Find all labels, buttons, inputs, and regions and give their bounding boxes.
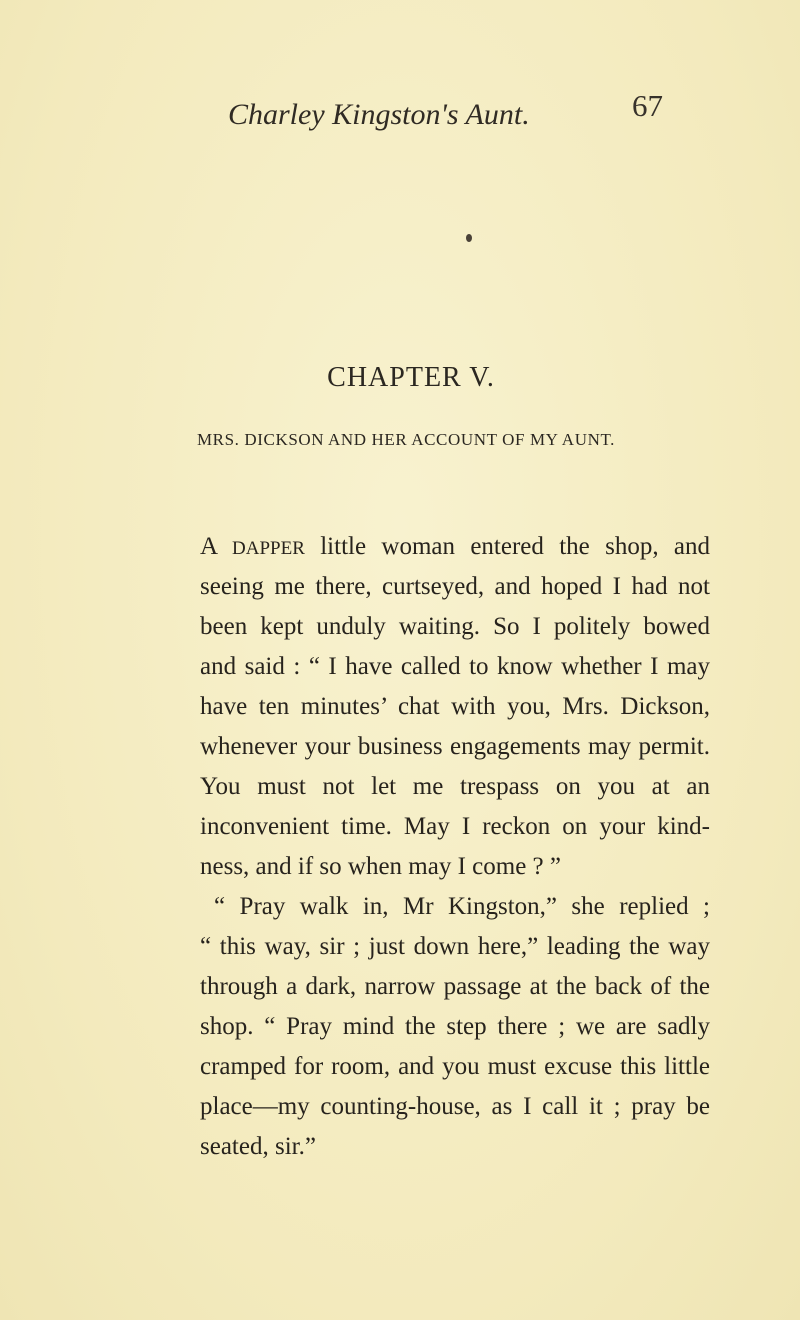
- text-line: ness, and if so when may I come ? ”: [200, 853, 561, 880]
- text-line: and said : “ I have called to know whether I may: [200, 653, 710, 680]
- text-line: seeing me there, curtseyed, and hoped I had not: [200, 573, 710, 600]
- text-line: “ this way, sir ; just down here,” leading the way: [200, 933, 710, 960]
- small-caps-word: DAPPER: [232, 538, 305, 559]
- text-line: “ Pray walk in, Mr Kingston,” she replied ;: [214, 893, 710, 920]
- page-number: 67: [632, 88, 663, 123]
- chapter-subtitle: MRS. DICKSON AND HER ACCOUNT OF MY AUNT.: [196, 430, 616, 449]
- text-line: been kept unduly waiting. So I politely bowed: [200, 613, 710, 640]
- text-line: have ten minutes’ chat with you, Mrs. Dickson,: [200, 693, 710, 720]
- text-line: place—my counting-house, as I call it ; pray be: [200, 1093, 710, 1120]
- ornament-dot: [466, 234, 472, 242]
- text-line: You must not let me trespass on you at an: [200, 773, 710, 800]
- line-text: little woman entered the shop, and: [304, 533, 710, 560]
- chapter-heading: CHAPTER V.: [327, 362, 495, 393]
- text-line: inconvenient time. May I reckon on your kind-: [200, 813, 710, 840]
- text-line: [200, 527, 710, 567]
- running-title: Charley Kingston's Aunt.: [228, 98, 530, 131]
- running-head: [0, 88, 800, 138]
- text-line: shop. “ Pray mind the step there ; we are sadly: [200, 1013, 710, 1040]
- text-line: seated, sir.”: [200, 1133, 316, 1160]
- text-line: cramped for room, and you must excuse this little: [200, 1053, 710, 1080]
- text-line: through a dark, narrow passage at the back of the: [200, 973, 710, 1000]
- body-text: [200, 527, 710, 1167]
- drop-initial: A: [200, 533, 217, 560]
- text-line: whenever your business engagements may permit.: [200, 733, 710, 760]
